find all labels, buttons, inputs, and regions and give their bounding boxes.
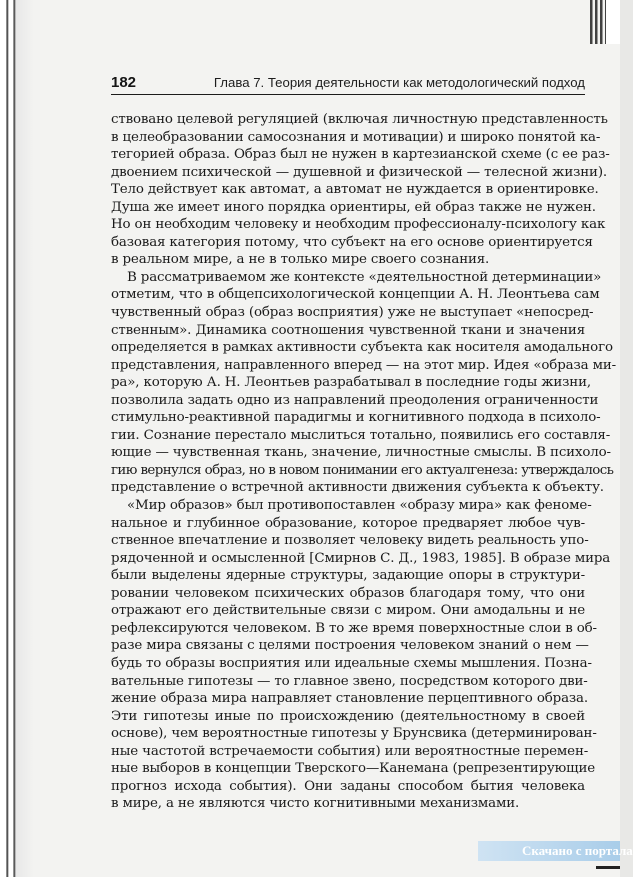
text-line: Эти гипотезы иные по происхождению (деятельностному в своей xyxy=(111,708,585,724)
text-line: в целеобразовании самосознания и мотивации) и широко понятой ка- xyxy=(111,129,601,145)
text-line: рядоченной и осмысленной [Смирнов С. Д., 1983, 1985]. В образе мира xyxy=(111,550,611,566)
watermark-banner xyxy=(478,841,633,861)
watermark-text: Скачано с портала xyxy=(522,843,633,858)
text-line: разе мира связаны с целями построения человеком знаний о нем — xyxy=(111,638,589,654)
text-line: рефлексируются человеком. В то же время поверхностные слои в об- xyxy=(111,620,597,636)
text-line: отметим, что в общепсихологической концепции А. Н. Леонтьева сам xyxy=(111,287,600,303)
text-line: ровании человеком психических образов благодаря тому, что они xyxy=(111,585,585,601)
text-line: ственное впечатление и позволяет человеку видеть реальность упо- xyxy=(111,533,589,549)
paragraph-start-line: «Мир образов» был противопоставлен «образу мира» как феноме- xyxy=(127,498,592,514)
scan-binding-edge xyxy=(0,0,34,877)
text-line: позволила задать одно из направлений преодоления ограниченности xyxy=(111,392,599,408)
text-line: ственным». Динамика соотношения чувственной ткани и значения xyxy=(111,322,585,338)
text-line: представление о встречной активности движения субъекта к объекту. xyxy=(111,480,604,496)
text-line: жение образа мира направляет становление перцептивного образа. xyxy=(111,691,588,707)
text-line: чувственный образ (образ восприятия) уже не выступает «непосред- xyxy=(111,305,594,321)
text-line: тегорией образа. Образ был не нужен в картезианской схеме (с ее раз- xyxy=(111,147,610,163)
text-line: базовая категория потому, что субъект на его основе ориентируется xyxy=(111,234,593,250)
text-line: нальное и глубинное образование, которое предваряет любое чув- xyxy=(111,515,585,531)
scan-corner-blank xyxy=(606,0,620,44)
text-line: отражают его действительные связи с миром. Они амодальны и не xyxy=(111,603,585,619)
text-line: прогноз исхода события). Они заданы способом бытия человека xyxy=(111,778,585,794)
text-line: ющие — чувственная ткань, значение, личностные смыслы. В психоло- xyxy=(111,445,611,461)
text-line: вательные гипотезы — то главное звено, посредством которого дви- xyxy=(111,673,588,689)
text-line: ствовано целевой регуляцией (включая личностную представленность xyxy=(111,112,608,127)
page-number: 182 xyxy=(111,74,137,91)
paragraph-start-line: В рассматриваемом же контексте «деятельностной детерминации» xyxy=(127,269,602,285)
scan-bottom-mark xyxy=(596,866,620,869)
text-line: определяется в рамках активности субъекта как носителя амодального xyxy=(111,340,613,356)
text-line: в мире, а не являются чисто когнитивными механизмами. xyxy=(111,796,520,812)
text-line: ные частотой встречаемости события) или вероятностные перемен- xyxy=(111,743,589,759)
body-text xyxy=(111,111,616,813)
text-line: гии. Сознание перестало мыслиться тотально, появились его составля- xyxy=(111,427,611,443)
text-line: двоением психической — душевной и физической — телесной жизни). xyxy=(111,164,607,180)
text-line: основе), чем вероятностные гипотезы у Брунсвика (детерминирован- xyxy=(111,726,597,742)
text-line: гию вернулся образ, но в новом понимании его актуалгенеза: утверждалось xyxy=(111,462,614,478)
text-line: Тело действует как автомат, а автомат не нуждается в ориентировке. xyxy=(111,182,599,198)
text-line: были выделены ядерные структуры, задающие опоры в структури- xyxy=(111,568,585,584)
text-line: ра», которую А. Н. Леонтьев разрабатывал в последние годы жизни, xyxy=(111,375,591,391)
text-line: в реальном мире, а не в только мире своего сознания. xyxy=(111,252,490,268)
running-header xyxy=(111,72,585,95)
text-line: стимульно-реактивной парадигмы и когнитивного подхода в психоло- xyxy=(111,410,601,426)
text-line: представления, направленного вперед — на этот мир. Идея «образа ми- xyxy=(111,357,616,373)
chapter-title: Глава 7. Теория деятельности как методологический подход xyxy=(213,75,585,90)
text-line: Но он необходим человеку и необходим профессионалу-психологу как xyxy=(111,217,606,233)
text-line: будь то образы восприятия или идеальные схемы мышления. Позна- xyxy=(111,655,592,671)
text-line: ные выборов в концепции Тверского—Канемана (репрезентирующие xyxy=(111,761,596,777)
text-line: Душа же имеет иного порядка ориентиры, ей образ также не нужен. xyxy=(111,199,596,215)
